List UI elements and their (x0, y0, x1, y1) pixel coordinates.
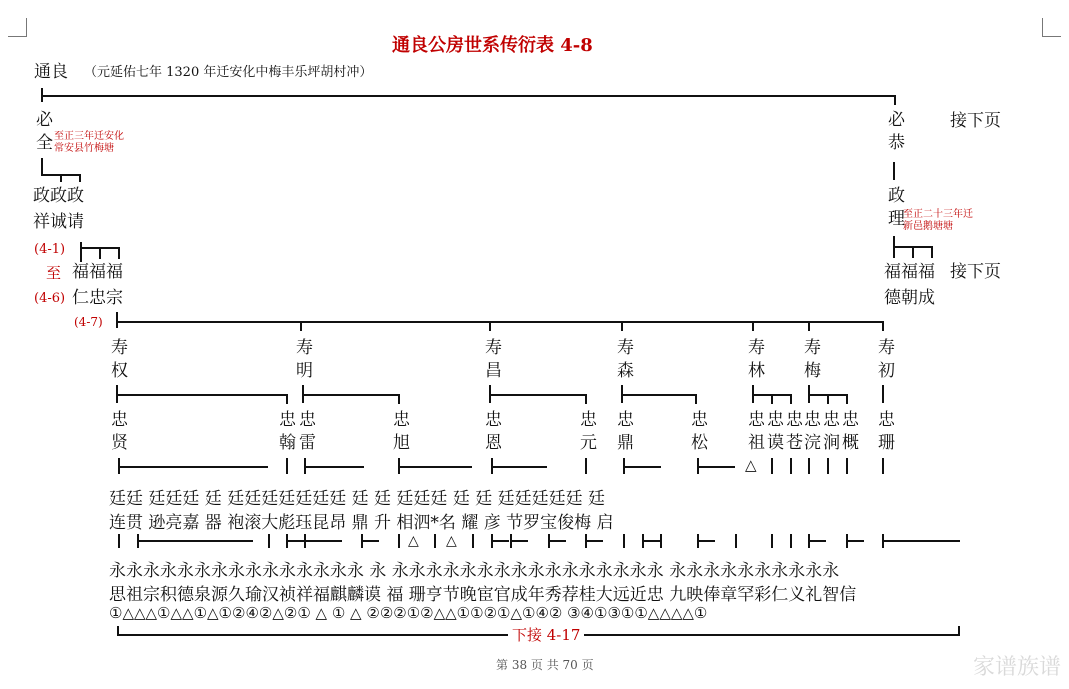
yong-row-bottom: 思祖宗积德泉源久瑜汉祯祥福麒麟谟 福 珊亨节晚宦官成年秀荐桂大远近忠 九映俸章罕彩仁义礼智信 (109, 585, 857, 605)
gen3-left-row1: 福福福 (72, 262, 123, 282)
gen1-left-name: 必全 (32, 110, 52, 156)
gen1-right-name: 必恭 (884, 110, 904, 156)
zhong-14: 忠概 (838, 410, 858, 456)
yong-row-top: 永永永永永永永永永永永永永永永 永 永永永永永永永永永永永永永永永永 永永永永永永永永永永 (109, 561, 840, 581)
shou-2: 寿明 (292, 338, 312, 384)
ref-4-1: (4-1) (34, 242, 66, 257)
page-title: 通良公房世系传衍表 4-8 (392, 35, 593, 56)
gen2-left-row2: 祥诚请 (33, 212, 84, 232)
zhong-4: 忠旭 (389, 410, 409, 456)
ref-4-6: (4-6) (34, 291, 66, 306)
zhong-5: 忠恩 (481, 410, 501, 456)
page-frame: 通良公房世系传衍表 4-8 通良 （元延佑七年 1320 年迁安化中梅丰乐坪胡村冲） 必全 至正三年迁安化常安县竹梅塘 政政政 祥诚请 (4-1) 至 (4-6) 福福福 仁忠宗 必恭 接下页 政理 至正二十三年迁新邑鹅塘塘 福福福 接下页 德朝成 (4-7) 寿权 寿明 寿昌 寿森 寿林 寿梅 寿初 忠贤 忠翰 忠雷 忠旭 忠恩 忠元 忠鼎 忠松 忠祖 忠谟 忠苍 忠浣 忠涧 忠概 忠珊 △ 廷廷 廷廷廷 廷 廷廷廷廷廷廷廷 廷 廷 廷廷廷 廷 廷 廷廷廷廷廷 廷 连贯 逊亮嘉 器 袍滚大彪珏昆昂 鼎 升 相泗*名 耀 彦 节罗宝俊梅 启 △ △ 永永永永永永永永永永永永永永永 永 永永永永永永永永永永永永永永永永 永永永永永永永永永永 思祖宗积德泉源久瑜汉祯祥福麒麟谟 福 珊亨节晚宦官成年秀荐桂大远近忠 九映俸章罕彩仁义礼智信 ①△△△①△△①△①②④②△②① △ ① △ ②②②①②△△①①②①△①④② ③④①③①①△△△△① 下接 4-17 第 38 页 共 70 页 家谱族谱 (0, 0, 1069, 689)
shou-4: 寿森 (613, 338, 633, 384)
shou-3: 寿昌 (481, 338, 501, 384)
zhong-11: 忠苍 (782, 410, 802, 456)
shou-7: 寿初 (874, 338, 894, 384)
zhong-13: 忠涧 (819, 410, 839, 456)
watermark-stamp: 家谱族谱 (972, 655, 1061, 680)
corner-mark-tl (8, 18, 27, 37)
shou-5: 寿林 (744, 338, 764, 384)
zhong-2: 忠翰 (275, 410, 295, 456)
ref-to: 至 (46, 264, 62, 282)
gen3-left-row2: 仁忠宗 (72, 288, 123, 308)
gen1-left-note: 至正三年迁安化常安县竹梅塘 (54, 131, 124, 154)
zhong-10: 忠谟 (763, 410, 783, 456)
ref-4-7: (4-7) (74, 315, 103, 329)
gen2-right-name: 政理 (884, 186, 904, 232)
ting-row-top: 廷廷 廷廷廷 廷 廷廷廷廷廷廷廷 廷 廷 廷廷廷 廷 廷 廷廷廷廷廷 廷 (109, 489, 606, 509)
next-page-label-2: 接下页 (950, 262, 1001, 282)
gen1-connector (41, 95, 896, 97)
root-note: （元延佑七年 1320 年迁安化中梅丰乐坪胡村冲） (84, 65, 373, 80)
zhong-9-mark: △ (745, 456, 757, 474)
shou-connector (116, 321, 884, 323)
zhong-3: 忠雷 (295, 410, 315, 456)
shou-6: 寿梅 (800, 338, 820, 384)
root-name: 通良 (34, 62, 68, 82)
gen2-right-note: 至正二十三年迁新邑鹅塘塘 (903, 209, 973, 232)
next-page-bottom: 下接 4-17 (508, 628, 584, 643)
zhong-9: 忠祖 (744, 410, 764, 456)
gen2-left-row1: 政政政 (33, 186, 84, 206)
gen3-right-row2: 德朝成 (884, 288, 935, 308)
zhong-1: 忠贤 (107, 410, 127, 456)
zhong-8: 忠松 (687, 410, 707, 456)
page-footer: 第 38 页 共 70 页 (496, 658, 594, 672)
shou-1: 寿权 (107, 338, 127, 384)
zhong-12: 忠浣 (800, 410, 820, 456)
count-row: ①△△△①△△①△①②④②△②① △ ① △ ②②②①②△△①①②①△①④② ③④①③①①△△△△① (109, 604, 708, 622)
next-page-label-1: 接下页 (950, 111, 1001, 131)
zhong-7: 忠鼎 (613, 410, 633, 456)
zhong-6: 忠元 (576, 410, 596, 456)
ting-row-bottom: 连贯 逊亮嘉 器 袍滚大彪珏昆昂 鼎 升 相泗*名 耀 彦 节罗宝俊梅 启 (109, 513, 614, 533)
corner-mark-tr (1042, 18, 1061, 37)
gen3-right-row1: 福福福 (884, 262, 935, 282)
zhong-15: 忠珊 (874, 410, 894, 456)
